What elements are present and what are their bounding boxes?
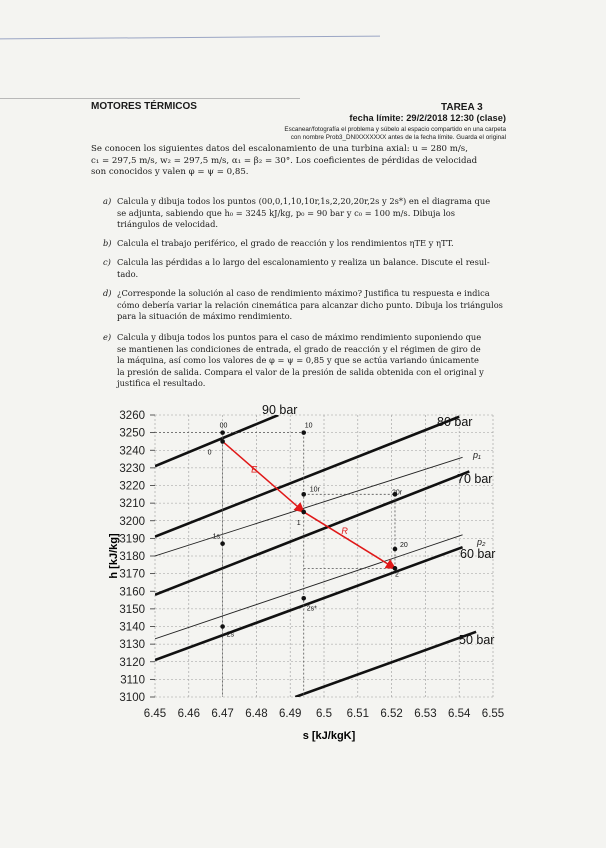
- y-tick-label: 3150: [119, 603, 145, 616]
- course-title: MOTORES TÉRMICOS: [91, 101, 197, 112]
- intro-line-1: Se conocen los siguientes datos del escalonamiento de una turbina axial: u = 280 m/s,: [91, 144, 468, 154]
- state-point-label: 20r: [391, 489, 403, 497]
- item-e-line: Calcula y dibuja todos los puntos para el caso de máximo rendimiento suponiendo que: [117, 332, 482, 342]
- state-point-marker: [301, 492, 306, 497]
- x-tick-label: 6.52: [380, 708, 403, 720]
- x-tick-label: 6.51: [346, 708, 369, 720]
- y-tick-label: 3100: [119, 692, 145, 704]
- assignment-title: TAREA 3: [441, 102, 483, 113]
- guide-lines: [155, 433, 395, 697]
- x-tick-label: 6.5: [316, 708, 332, 720]
- item-a-line: triángulos de velocidad.: [117, 219, 219, 229]
- item-a-label: a): [103, 196, 112, 206]
- state-point-label: 0: [207, 449, 212, 457]
- isobar-line: [155, 415, 278, 466]
- item-e-label: e): [103, 332, 112, 342]
- state-point-label: 20: [399, 541, 408, 549]
- y-tick-label: 3140: [119, 621, 145, 634]
- y-tick-label: 3130: [119, 639, 145, 652]
- item-c-line: tado.: [117, 268, 139, 279]
- thin-isobar-line: [155, 535, 463, 639]
- state-point-marker: [393, 566, 398, 571]
- state-point-label: 10: [304, 422, 313, 430]
- state-point-marker: [220, 624, 225, 629]
- thin-isobar-label: p₁: [473, 450, 481, 460]
- y-tick-label: 3170: [119, 568, 145, 581]
- state-point-marker: [301, 510, 306, 515]
- y-tick-label: 3120: [119, 656, 145, 669]
- state-point-label: 00: [219, 422, 228, 430]
- x-tick-label: 6.54: [448, 708, 471, 720]
- isobar-label: 90 bar: [262, 403, 298, 417]
- item-d-line: ¿Corresponde la solución al caso de rendimiento máximo? Justifica tu respuesta e indica: [117, 288, 490, 298]
- intro-line-3: son conocidos y valen φ = ψ = 0,85.: [91, 167, 249, 177]
- state-point-label: 10r: [309, 486, 320, 494]
- item-d-line: para la situación de máximo rendimiento.: [117, 311, 293, 321]
- instructions-line-2: con nombre Prob3_DNIXXXXXXX antes de la fecha límite. Guarda el original: [290, 134, 506, 141]
- x-tick-label: 6.55: [481, 708, 505, 720]
- item-a-line: Calcula y dibuja todos los puntos (00,0,1,10,10r,1s,2,20,20r,2s y 2s*) en el diagrama que: [117, 196, 491, 206]
- isobar-label: 50 bar: [459, 633, 495, 647]
- item-c-label: c): [103, 257, 111, 267]
- item-e-line: se mantienen las condiciones de entrada, el grado de reacción y el régimen de giro de: [117, 343, 481, 354]
- y-tick-label: 3190: [119, 533, 145, 546]
- item-b-line: Calcula el trabajo periférico, el grado de reacción y los rendimientos ηTE y ηTT.: [117, 238, 454, 248]
- item-e-line: la presión de salida. Compara el valor de la presión de salida obtenida con el original y: [117, 366, 484, 377]
- item-d-label: d): [103, 288, 112, 298]
- x-tick-label: 6.53: [414, 708, 437, 720]
- y-tick-label: 3200: [119, 515, 145, 528]
- isobar-label: 60 bar: [460, 547, 496, 561]
- state-point-marker: [393, 547, 398, 552]
- y-axis-title: h [kJ/kg]: [108, 533, 120, 579]
- state-point-label: 1s: [212, 533, 221, 541]
- y-tick-label: 3260: [119, 410, 145, 422]
- item-d-line: cómo debería variar la relación cinemática para alcanzar dicho punto. Dibuja los triángulos: [117, 299, 503, 310]
- x-tick-label: 6.46: [177, 708, 200, 720]
- y-tick-label: 3180: [119, 551, 145, 563]
- item-b-label: b): [103, 238, 112, 248]
- process-arrow-label: R: [341, 526, 348, 537]
- item-a-line: se adjunta, sabiendo que h₀ = 3245 kJ/kg, p₀ = 90 bar y c₀ = 100 m/s. Dibuja los: [117, 207, 455, 218]
- x-tick-label: 6.47: [211, 708, 234, 720]
- isobar-label: 80 bar: [437, 415, 473, 429]
- item-c-line: Calcula las pérdidas a lo largo del escalonamiento y realiza un balance. Discute el resul-: [117, 257, 490, 267]
- thin-isobar-label: p₂: [477, 537, 486, 547]
- state-point-marker: [301, 596, 306, 601]
- state-point-label: 2s*: [306, 605, 317, 613]
- y-tick-label: 3230: [119, 462, 145, 475]
- y-tick-label: 3220: [119, 480, 145, 493]
- isobar-line: [155, 417, 459, 537]
- state-point-marker: [301, 430, 306, 435]
- item-e-line: justifica el resultado.: [117, 378, 206, 388]
- intro-line-2: c₁ = 297,5 m/s, w₂ = 297,5 m/s, α₁ = β₂ = 30°. Los coeficientes de pérdidas de velocidad: [91, 155, 478, 166]
- state-point-label: 1: [296, 519, 301, 527]
- x-axis-title: s [kJ/kgK]: [302, 730, 356, 742]
- item-e-line: la máquina, así como los valores de φ = ψ = 0,85 y que se actúa variando únicamente: [117, 355, 479, 365]
- state-point-label: 2: [394, 571, 399, 579]
- deadline: fecha límite: 29/2/2018 12:30 (clase): [349, 113, 506, 123]
- y-tick-label: 3210: [119, 498, 145, 511]
- process-arrow-line: [304, 512, 395, 568]
- state-point-marker: [220, 430, 225, 435]
- process-arrow-line: [223, 441, 304, 512]
- y-tick-label: 3250: [119, 427, 145, 440]
- y-tick-label: 3240: [119, 445, 145, 458]
- process-arrow-label: E: [251, 464, 258, 475]
- y-tick-label: 3160: [119, 586, 145, 599]
- process-arrows: [223, 441, 395, 568]
- isobar-line: [155, 547, 463, 660]
- isobar-line: [295, 632, 476, 697]
- x-tick-label: 6.45: [143, 708, 167, 720]
- instructions-line-1: Escanear/fotografía el problema y súbelo al espacio compartido en una carpeta: [284, 126, 506, 133]
- x-tick-label: 6.48: [245, 708, 268, 720]
- x-tick-label: 6.49: [279, 708, 302, 720]
- state-point-marker: [220, 439, 225, 444]
- y-tick-label: 3110: [120, 674, 145, 687]
- isobar-label: 70 bar: [457, 472, 493, 486]
- state-point-label: 2s: [226, 631, 235, 639]
- state-point-marker: [220, 541, 225, 546]
- thin-isobar-line: [155, 457, 463, 556]
- state-points: [220, 430, 397, 628]
